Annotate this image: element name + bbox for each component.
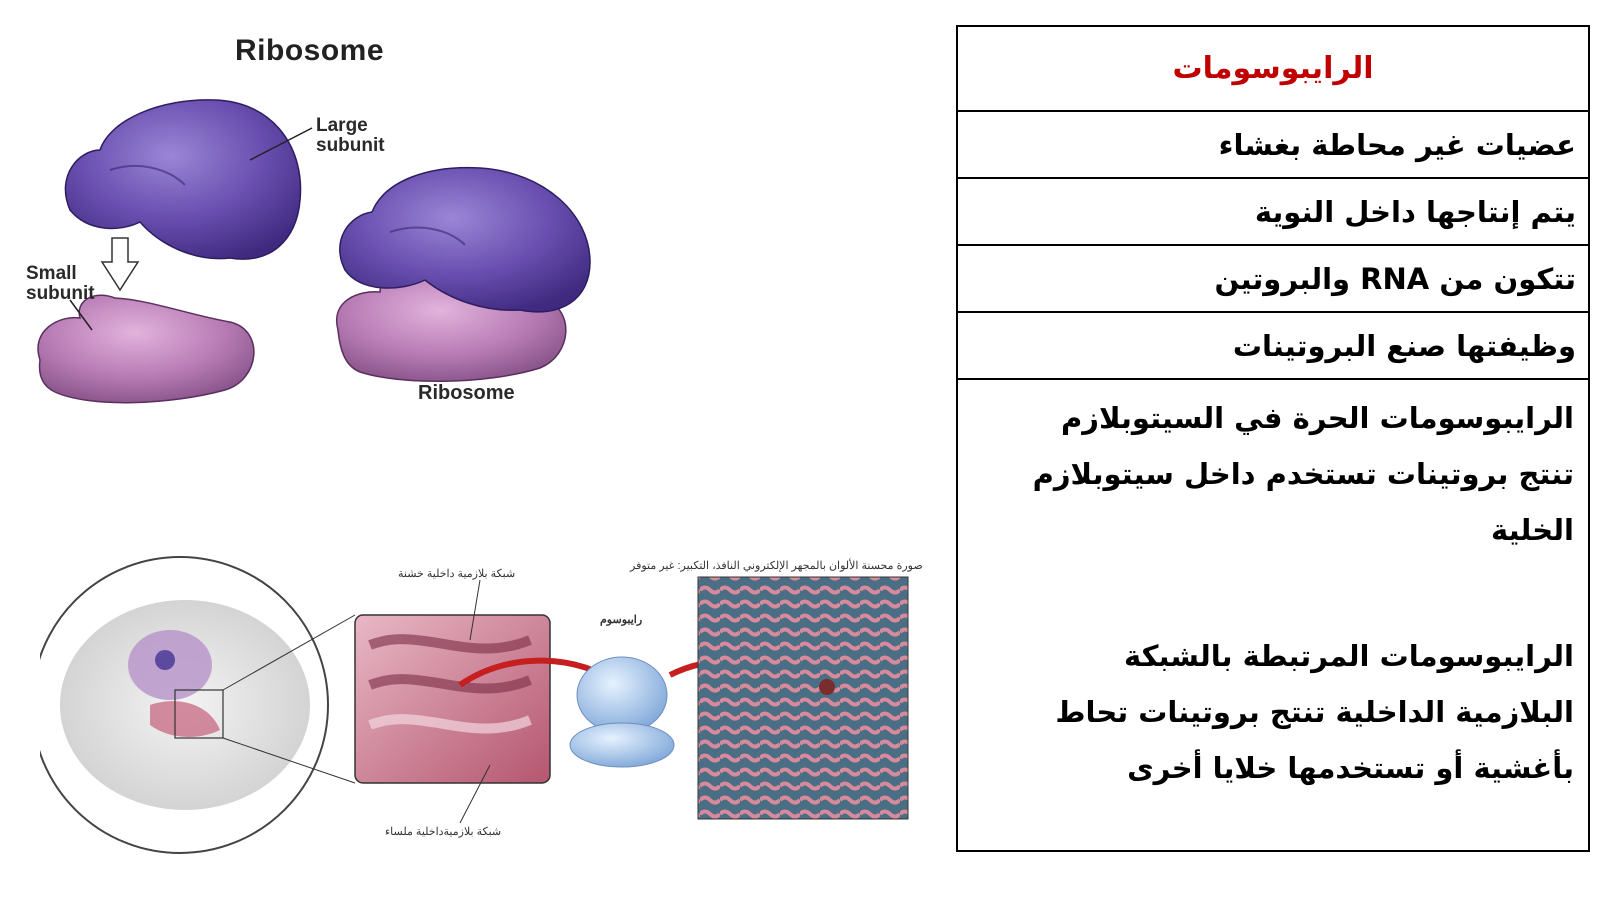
table-header: الرايبوسومات [958, 27, 1588, 112]
ribosome-info-table [956, 25, 1590, 852]
large-label-line2: subunit [316, 135, 385, 156]
blue-ribosome-top [577, 657, 667, 733]
free-ribosome-line2: تنتج بروتينات تستخدم داخل سيتوبلازم [1032, 457, 1574, 491]
down-arrow-icon [102, 238, 138, 290]
ribosome-illustration [0, 0, 640, 440]
table-row: يتم إنتاجها داخل النوية [958, 179, 1588, 246]
large-subunit-assembled [340, 168, 590, 312]
ribosome-caption: رايبوسوم [600, 614, 643, 626]
bound-ribosome-line1: الرايبوسومات المرتبطة بالشبكة [1124, 639, 1574, 673]
table-row: وظيفتها صنع البروتينات [958, 313, 1588, 380]
table-row: تتكون من RNA والبروتين [958, 246, 1588, 313]
ribosome-types-cell [958, 380, 1588, 806]
small-subunit-label [26, 264, 95, 304]
blue-ribosome-bottom [570, 723, 674, 767]
large-subunit-label [316, 116, 385, 156]
micrograph [698, 577, 908, 819]
rough-er-caption: شبكة بلازمية داخلية خشنة [398, 568, 516, 580]
large-subunit-left [65, 100, 300, 259]
bound-ribosome-line3: بأغشية أو تستخدمها خلايا أخرى [1127, 751, 1574, 785]
small-label-line1: Small [26, 263, 77, 284]
spacer [972, 558, 1574, 628]
large-label-line1: Large [316, 115, 368, 136]
free-ribosome-line3: الخلية [1491, 513, 1574, 547]
small-label-line2: subunit [26, 283, 95, 304]
free-ribosome-line1: الرايبوسومات الحرة في السيتوبلازم [1061, 401, 1574, 435]
cell-er-illustration [40, 555, 930, 875]
small-subunit-left [38, 295, 254, 402]
ribosome-label: Ribosome [418, 382, 515, 404]
smooth-er-caption: شبكة بلازميةداخلية ملساء [385, 826, 502, 838]
micrograph-caption: صورة محسنة الألوان بالمجهر الإلكتروني النافذ، التكبير: غير متوفر [630, 560, 923, 572]
table-row: عضيات غير محاطة بغشاء [958, 112, 1588, 179]
bound-ribosome-line2: البلازمية الداخلية تنتج بروتينات تحاط [1055, 695, 1574, 729]
ribosome-title: Ribosome [235, 34, 385, 67]
